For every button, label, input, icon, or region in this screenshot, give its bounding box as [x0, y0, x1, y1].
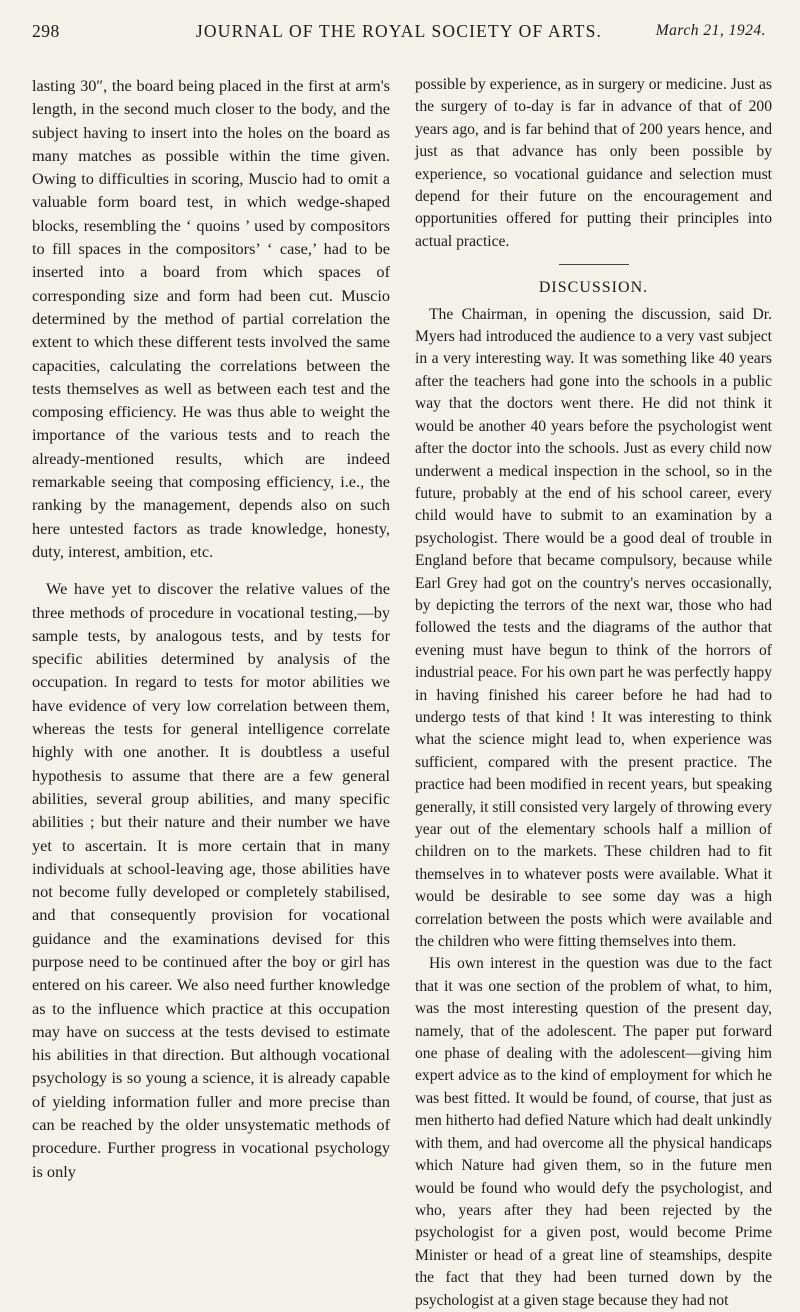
left-column [32, 74, 390, 1183]
running-head [32, 21, 766, 45]
issue-date: March 21, 1924. [655, 22, 766, 39]
paragraph: possible by experience, as in surgery or medicine. Just as the surgery of to-day is far in advance of that of 200 years ago, and is far behind that of 200 years hence, and just as that advance has only been possible by experience, so vocational guidance and selection must depend for their future on the encouragement and opportunities offered for putting their principles into actual practice. [415, 76, 772, 250]
journal-title: JOURNAL OF THE ROYAL SOCIETY OF ARTS. [195, 21, 603, 41]
paragraph: lasting 30″, the board being placed in the first at arm's length, in the second much closer to the body, and the subject having to insert into the holes on the board as many matches as possible within the time given. Owing to difficulties in scoring, Muscio had to omit a valuable form board test, in which wedge-shaped blocks, resembling the ‘ quoins ’ used by compositors to fill spaces in the compositors’ ‘ case,’ had to be inserted into a board from which spaces of corresponding size and form had been cut. Muscio determined by the method of partial correlation the extent to which these different tests involved the same capacities, calculating the correlations between the tests themselves as well as between each test and the composing efficiency. He was thus able to weight the importance of the various tests and to reach the already-mentioned results, which are indeed remarkable seeing that composing efficiency, i.e., the ranking by the management, depends also on such here untested factors as trade knowledge, honesty, duty, interest, ambition, etc. [32, 76, 390, 561]
section-divider [559, 264, 629, 265]
paragraph: We have yet to discover the relative values of the three methods of procedure in vocational testing,—by sample tests, by analogous tests, and by tests for specific abilities determined by analysis of the occupation. In regard to tests for motor abilities we have evidence of very low correlation between them, whereas the tests for general intelligence correlate highly with one another. It is doubtless a useful hypothesis to assume that there are a few general abilities, several group abilities, and many specific abilities ; but their nature and their number we have yet to ascertain. It is more certain that in many individuals at school-leaving age, those abilities have not become fully developed or completely stabilised, and that consequently provision for vocational guidance and the examinations devised for this purpose need to be continued after the boy or girl has entered on his career. We also need further knowledge as to the influence which practice at this occupation may have on success at the tests devised to estimate his abilities in that direction. But although vocational psychology is so young a science, it is already capable of yielding information fuller and more precise than can be reached by the older unsystematic methods of procedure. Further progress in vocational psychology is only [32, 579, 390, 1181]
section-heading: DISCUSSION. [538, 279, 649, 297]
right-column [415, 74, 772, 1312]
paragraph: The Chairman, in opening the discussion, said Dr. Myers had introduced the audience to a very vast subject in a very interesting way. It was something like 40 years after the teachers had gone into the schools in a public way that the doctors went there. He did not think it would be another 40 years before the psychologist went after the doctor into the schools. Just as every child now underwent a medical inspection in the school, so in the future, probably at the end of his school career, every child would have to submit to an examination by a psychologist. There would be a good deal of trouble in England before that became compulsory, because while Earl Grey had got on the country's nerves occasionally, by depicting the terrors of the next war, those who had followed the tests and the diagrams of the author that evening must have begun to think of the horrors of industrial peace. For his own part he was perfectly happy in having finished his career before he had had to undergo tests of that kind ! It was interesting to think what the science might lead to, when experience was sufficient, compared with the present practice. The practice had been modified in recent years, but speaking generally, it still consisted very largely of throwing every year out of the elementary schools half a million of children on to the markets. These children had to fit themselves in to whatever posts were available. What it would be desirable to see some day was a high correlation between the posts which were available and the children who were fitting themselves into them. [415, 305, 772, 951]
paragraph: His own interest in the question was due to the fact that it was one section of the problem of what, to him, was the most interesting question of the present day, namely, that of the adolescent. The paper put forward one phase of dealing with the adolescent—giving him expert advice as to the kind of employment for which he was best fitted. It would be found, of course, that just as men hitherto had defied Nature which had dealt unkindly with them, and had overcome all the physical handicaps which Nature had given them, so in the future men would be found who would defy the psychologist, and who, years after they had been rejected by the psychologist for a given post, would become Prime Minister or head of a great line of steamships, despite the fact that they had been turned down by the psychologist at a given stage because they had not [415, 955, 772, 1309]
page-number: 298 [32, 21, 60, 41]
